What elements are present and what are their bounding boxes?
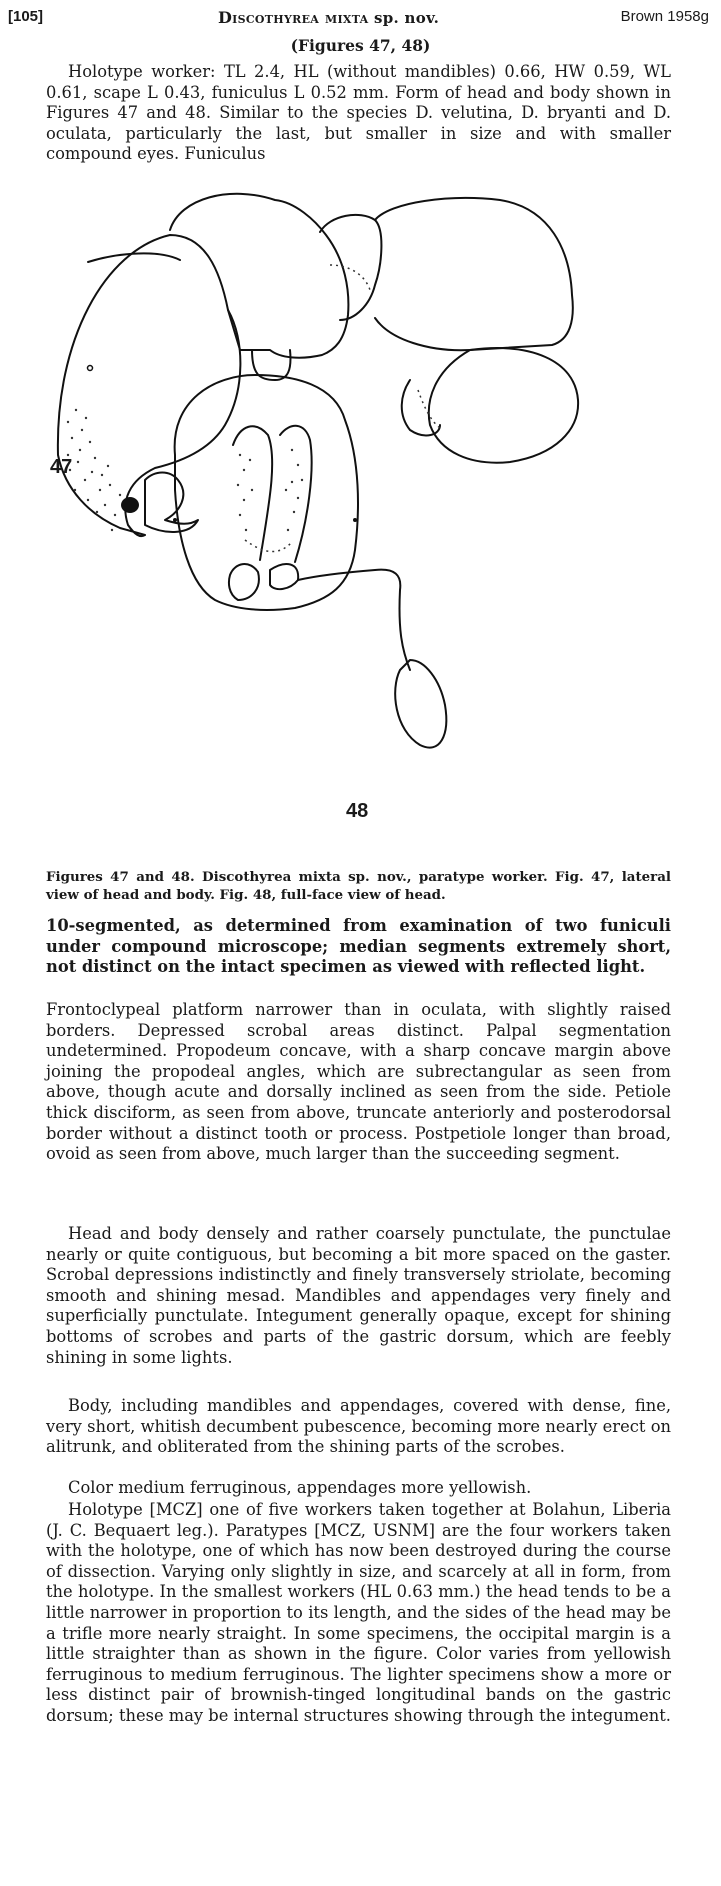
compound-eye (121, 497, 139, 513)
citation-note: Brown 1958g (620, 8, 709, 25)
mesosoma-outline (170, 194, 348, 358)
ant-illustration (30, 190, 690, 870)
running-header (8, 8, 713, 34)
body-paragraph-3-text: Head and body densely and rather coarsely punctulate, the punctulae nearly or quite contiguous, but becoming a bit more spaced on the gaster. Scrobal depressions indistinctly and finely transversely striolate, becoming smooth and shining mesad. Mandibles and appendages very finely and superficially punctulate. Integument generally opaque, except for shining bottoms of scrobes and parts of the gastric dorsum, which are feebly shining in some lights. (46, 1224, 671, 1367)
body-paragraph-4 (46, 1396, 671, 1458)
body-paragraph-5-text: Color medium ferruginous, appendages more yellowish. (68, 1478, 532, 1497)
body-paragraph-1: 10-segmented, as determined from examination of two funiculi under compound microscope; median segments extremely short, not distinct on the intact specimen as viewed with reflected light. (46, 916, 671, 977)
body-paragraph-6 (46, 1500, 671, 1727)
body-paragraph-3 (46, 1224, 671, 1368)
body-paragraph-6-text: Holotype [MCZ] one of five workers taken together at Bolahun, Liberia (J. C. Bequaert leg.). Paratypes [MCZ, USNM] are the four workers taken with the holotype, one of which has now been destroyed during the course of dissection. Varying only slightly in size, and scarcely at all in form, from the holotype. In the smallest workers (HL 0.63 mm.) the head tends to be a little narrower in proportion to its length, and the sides of the head may be a trifle more nearly straight. In some specimens, the occipital margin is a little straighter than as shown in the figure. Color varies from yellowish ferruginous to medium ferruginous. The lighter specimens show a more or less distinct pair of brownish-tinged longitudinal bands on the gastric dorsum; these may be internal structures showing through the integument. (46, 1500, 671, 1725)
species-name: Discothyrea mixta (218, 8, 369, 27)
ocellus-dot (88, 366, 93, 371)
antenna-scape (298, 570, 410, 670)
figure-caption: Figures 47 and 48. Discothyrea mixta sp. nov., paratype worker. Fig. 47, lateral view of head and body. Fig. 48, full-face view of head. (46, 869, 671, 903)
antenna-club (395, 660, 446, 748)
gaster-outline (375, 198, 573, 350)
intro-paragraph (46, 62, 671, 165)
species-title (218, 8, 439, 27)
figure-48-label: 48 (346, 800, 369, 822)
figure-47-label: 47 (50, 456, 73, 478)
mandible-outline (145, 473, 198, 532)
body-paragraph-2-text: Frontoclypeal platform narrower than in oculata, with slightly raised borders. Depressed scrobal areas distinct. Palpal segmentation undetermined. Propodeum concave, with a sharp concave margin above joining the propodeal angles, which are subrectangular as seen from above, though acute and dorsally inclined as seen from the side. Petiole thick disciform, as seen from above, truncate anteriorly and posterodorsal border without a distinct tooth or process. Postpetiole longer than broad, ovoid as seen from above, much larger than the succeeding segment. (46, 1000, 671, 1164)
body-paragraph-4-text: Body, including mandibles and appendages, covered with dense, fine, very short, whitish decumbent pubescence, becoming more nearly erect on alitrunk, and obliterated from the shining parts of the scrobes. (46, 1396, 671, 1457)
petiole-outline (320, 215, 381, 320)
page-number: [105] (8, 8, 44, 25)
figures-reference: (Figures 47, 48) (290, 36, 431, 55)
body-paragraph-5 (46, 1478, 671, 1499)
body-paragraph-2 (46, 1000, 671, 1165)
intro-text: Holotype worker: TL 2.4, HL (without mandibles) 0.66, HW 0.59, WL 0.61, scape L 0.43, funiculus L 0.52 mm. Form of head and body shown in Figures 47 and 48. Similar to the species D. velutina, D. bryanti and D. oculata, particularly the last, but smaller in size and with smaller compound eyes. Funiculus (46, 62, 671, 164)
species-status: sp. nov. (368, 9, 440, 27)
